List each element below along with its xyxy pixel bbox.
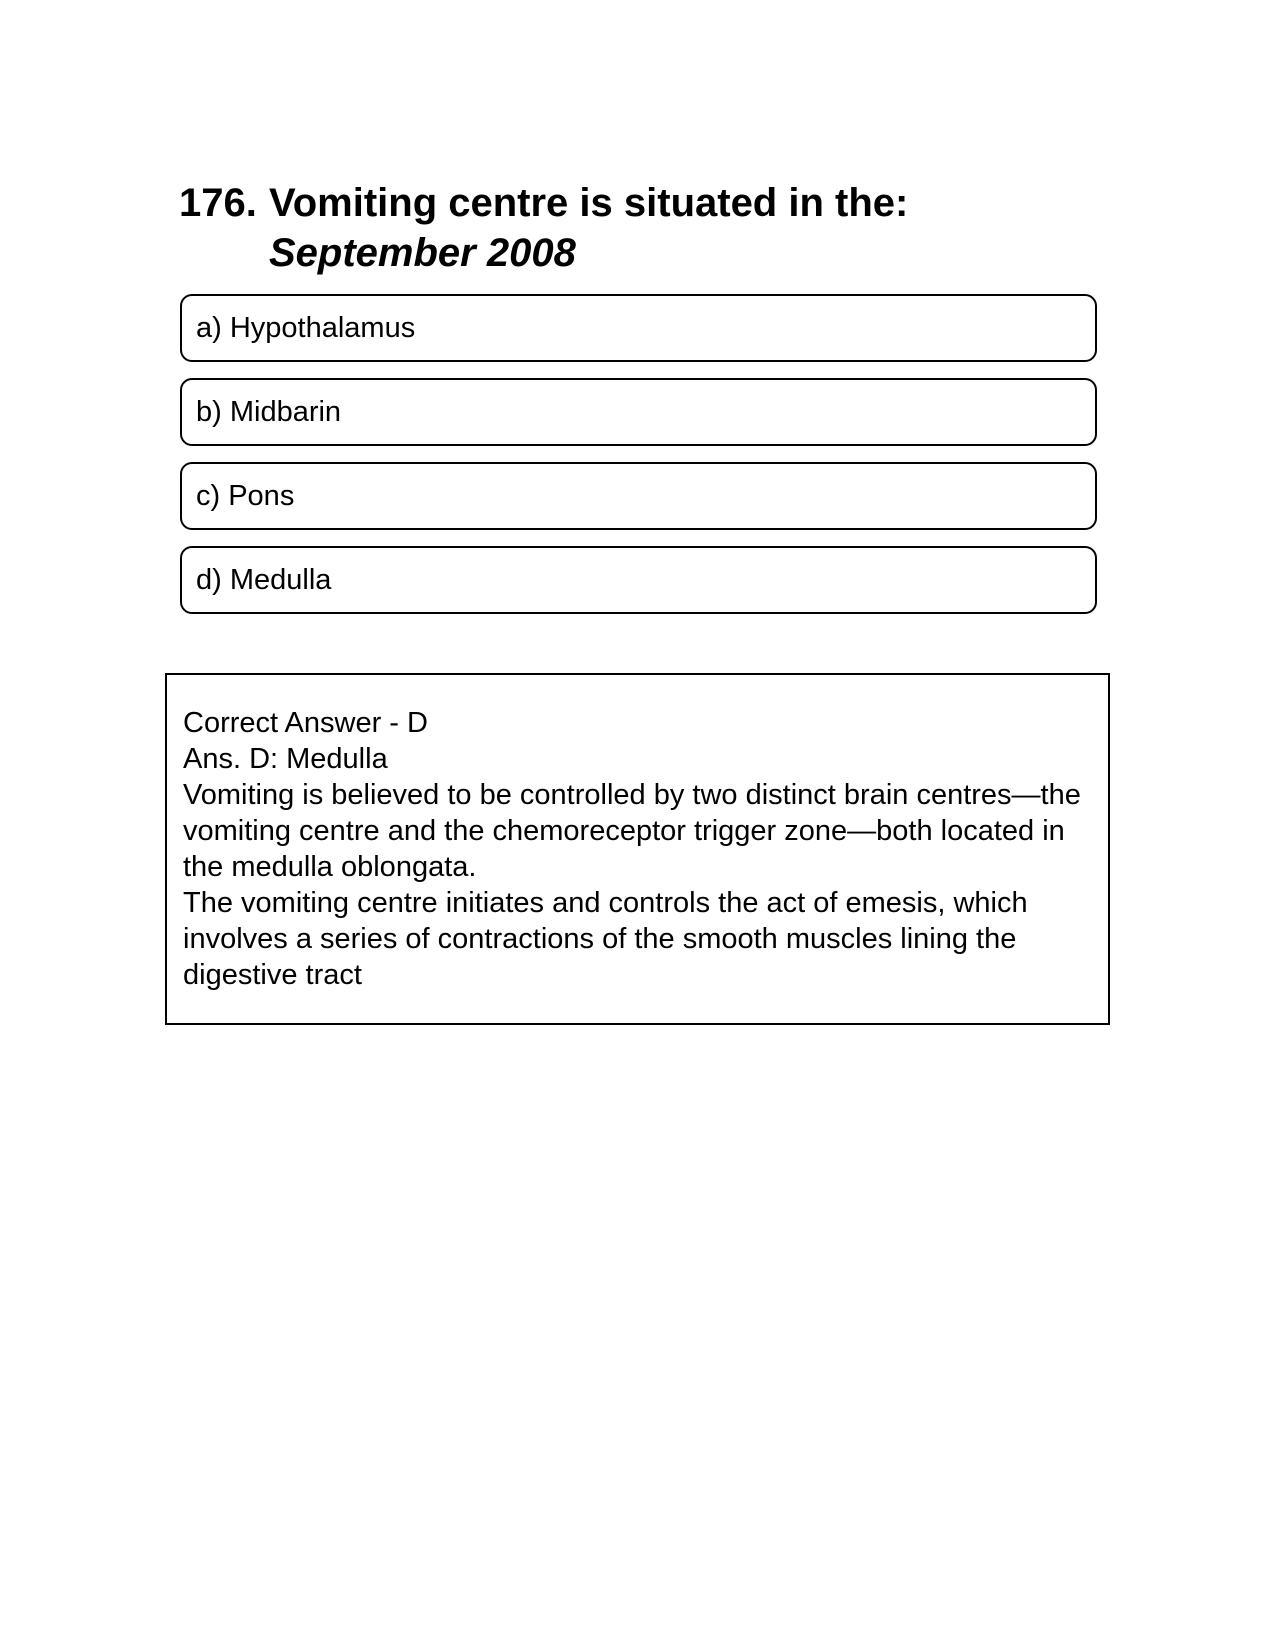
options-list [180,294,1097,630]
answer-box [165,673,1110,1025]
explanation-paragraph-2: The vomiting centre initiates and controls the act of emesis, which involves a series of contractions of the smooth muscles lining the digestive tract [183,887,1028,991]
option-c[interactable]: c) Pons [180,462,1097,530]
correct-answer: Correct Answer - D [183,707,428,739]
question-text: Vomiting centre is situated in the: [269,181,909,225]
answer-line: Ans. D: Medulla [183,743,388,775]
question-heading [179,178,1139,228]
option-b[interactable]: b) Midbarin [180,378,1097,446]
option-a[interactable]: a) Hypothalamus [180,294,1097,362]
option-d[interactable]: d) Medulla [180,546,1097,614]
question-number: 176. [179,181,257,225]
explanation-paragraph-1: Vomiting is believed to be controlled by two distinct brain centres—the vomiting centre and the chemoreceptor trigger zone—both located in the medulla oblongata. [183,779,1081,883]
question-block [179,178,1139,278]
question-date: September 2008 [269,231,576,275]
